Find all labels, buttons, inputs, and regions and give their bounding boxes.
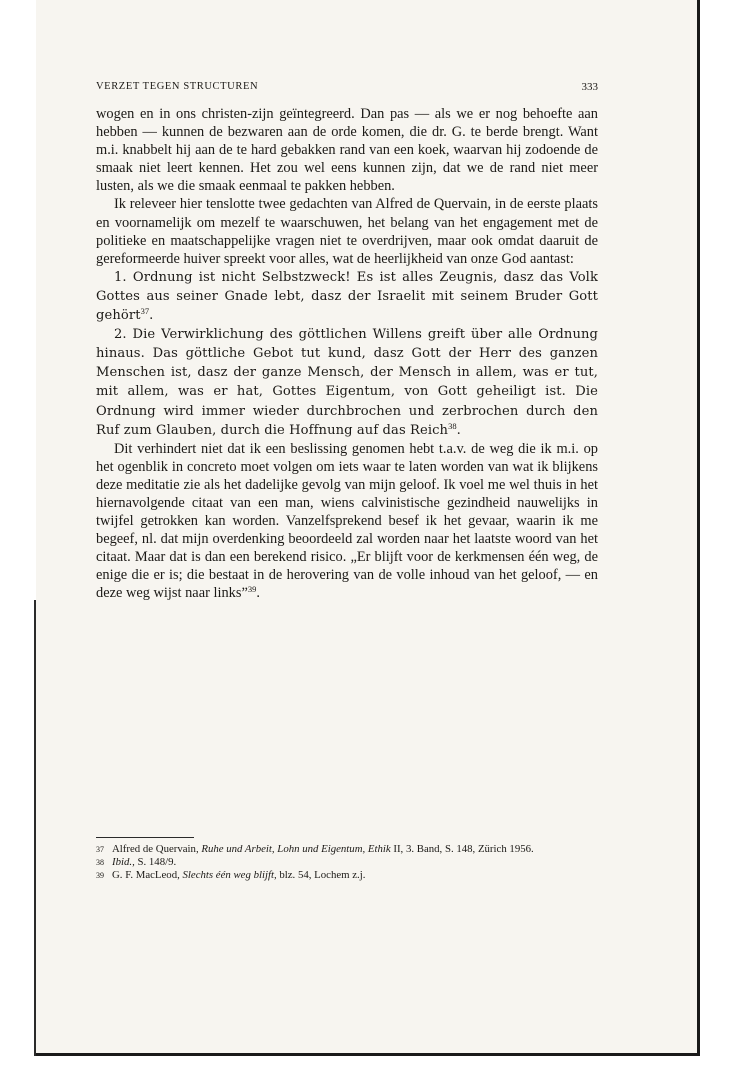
running-header xyxy=(96,81,598,97)
paragraph-3-text: Dit verhindert niet dat ik een beslissing genomen hebt t.a.v. de weg die ik m.i. op het ogenblik in concreto moet volgen om iets waar te laten worden van wat ik blijkens deze meditatie zie als het dadelijke gevolg van mijn geloof. Ik voel me wel thuis in het hiernavolgende citaat van een man, wiens calvinistische gezindheid nauwelijks in twijfel getrokken kan worden. Vanzelfsprekend besef ik het gevaar, waarin ik me begeef, nl. dat mijn overdenking beoordeeld zal worden naar het laatste woord van het citaat. Maar dat is dan een berekend risico. „Er blijft voor de kerkmensen één weg, de enige die er is; die bestaat in de herovering van de volle inhoud van het geloof, — en deze weg wijst naar links” xyxy=(96,440,598,602)
footnote-text: G. F. MacLeod, xyxy=(112,869,183,882)
footnote-number: 37 xyxy=(96,845,104,854)
footnote-ref-37: 37 xyxy=(140,306,150,317)
footnotes xyxy=(96,843,598,883)
footnote-title: Ibid., xyxy=(112,856,135,869)
page-number: 333 xyxy=(581,81,598,93)
footnote-ref-39: 39 xyxy=(247,584,257,595)
scan-edge-left xyxy=(34,600,36,1056)
footnote-number: 39 xyxy=(96,871,104,881)
quotation-1-text: 1. Ordnung ist nicht Selbstzweck! Es ist alles Zeugnis, dasz das Volk Gottes aus seiner Gnade lebt, dasz der Israelit mit seinem Bruder Gott gehört xyxy=(96,269,598,324)
footnote-number: 38 xyxy=(96,858,104,868)
footnote-title: Ruhe und Arbeit, Lohn und Eigentum, Ethik xyxy=(201,843,391,855)
footnote-text: Alfred de Quervain, xyxy=(112,843,202,855)
main-text xyxy=(96,105,598,603)
footnote-text: S. 148/9. xyxy=(134,856,177,869)
quotation-2 xyxy=(96,325,598,440)
footnote-text: II, 3. Band, S. 148, Zürich 1956. xyxy=(390,843,534,855)
quotation-2-text: 2. Die Verwirklichung des göttlichen Willens greift über alle Ordnung hinaus. Das göttliche Gebot tut kund, dasz Gott der Herr des ganzen Menschen ist, dasz der ganze Mensch, der Mensch in allem, was er tut, mit allem, was er hat, Gottes Eigentum, von Gott geheiligt ist. Die Ordnung wird immer wieder durchbrochen und zerbrochen durch den Ruf zum Glauben, durch die Hoffnung auf das Reich xyxy=(96,327,598,438)
quotation-1 xyxy=(96,268,598,325)
footnote xyxy=(96,843,598,856)
paragraph-2: Ik releveer hier tenslotte twee gedachten van Alfred de Quervain, in de eerste plaats en voornamelijk om mezelf te waarschuwen, het belang van het engagement met de politieke en maatschappelijke vragen niet te overdrijven, maar ook omdat daaruit de gereformeerde huiver spreekt voor alles, wat de heerlijkheid van onze God aantast: xyxy=(96,196,598,267)
footnote-ref-38: 38 xyxy=(448,420,457,431)
footnote xyxy=(96,856,598,869)
quotation-2-end: . xyxy=(456,422,461,438)
quotation-1-end: . xyxy=(149,308,154,324)
scan-edge-bottom xyxy=(36,1053,700,1056)
running-title: VERZET TEGEN STRUCTUREN xyxy=(96,81,259,92)
paragraph-3-end: . xyxy=(256,585,260,602)
footnote-title: Slechts één weg blijft, xyxy=(182,869,277,882)
paragraph-1: wogen en in ons christen-zijn geïntegreerd. Dan pas — als we er nog behoefte aan hebben — kunnen de bezwaren aan de orde komen, die dr. G. te berde brengt. Want m.i. knabbelt hij aan de te hard gebakken rand van een koek, waarvan hij zodoende de smaak niet leert kennen. Het zou wel eens kunnen zijn, dat we de rand niet meer lusten, als we die smaak eenmaal te pakken hebben. xyxy=(96,106,598,195)
footnote-text: blz. 54, Lochem z.j. xyxy=(276,869,366,882)
footnote-separator xyxy=(96,837,194,838)
paragraph-3 xyxy=(96,440,598,603)
scan-edge-right xyxy=(697,0,700,1056)
footnote xyxy=(96,869,598,882)
